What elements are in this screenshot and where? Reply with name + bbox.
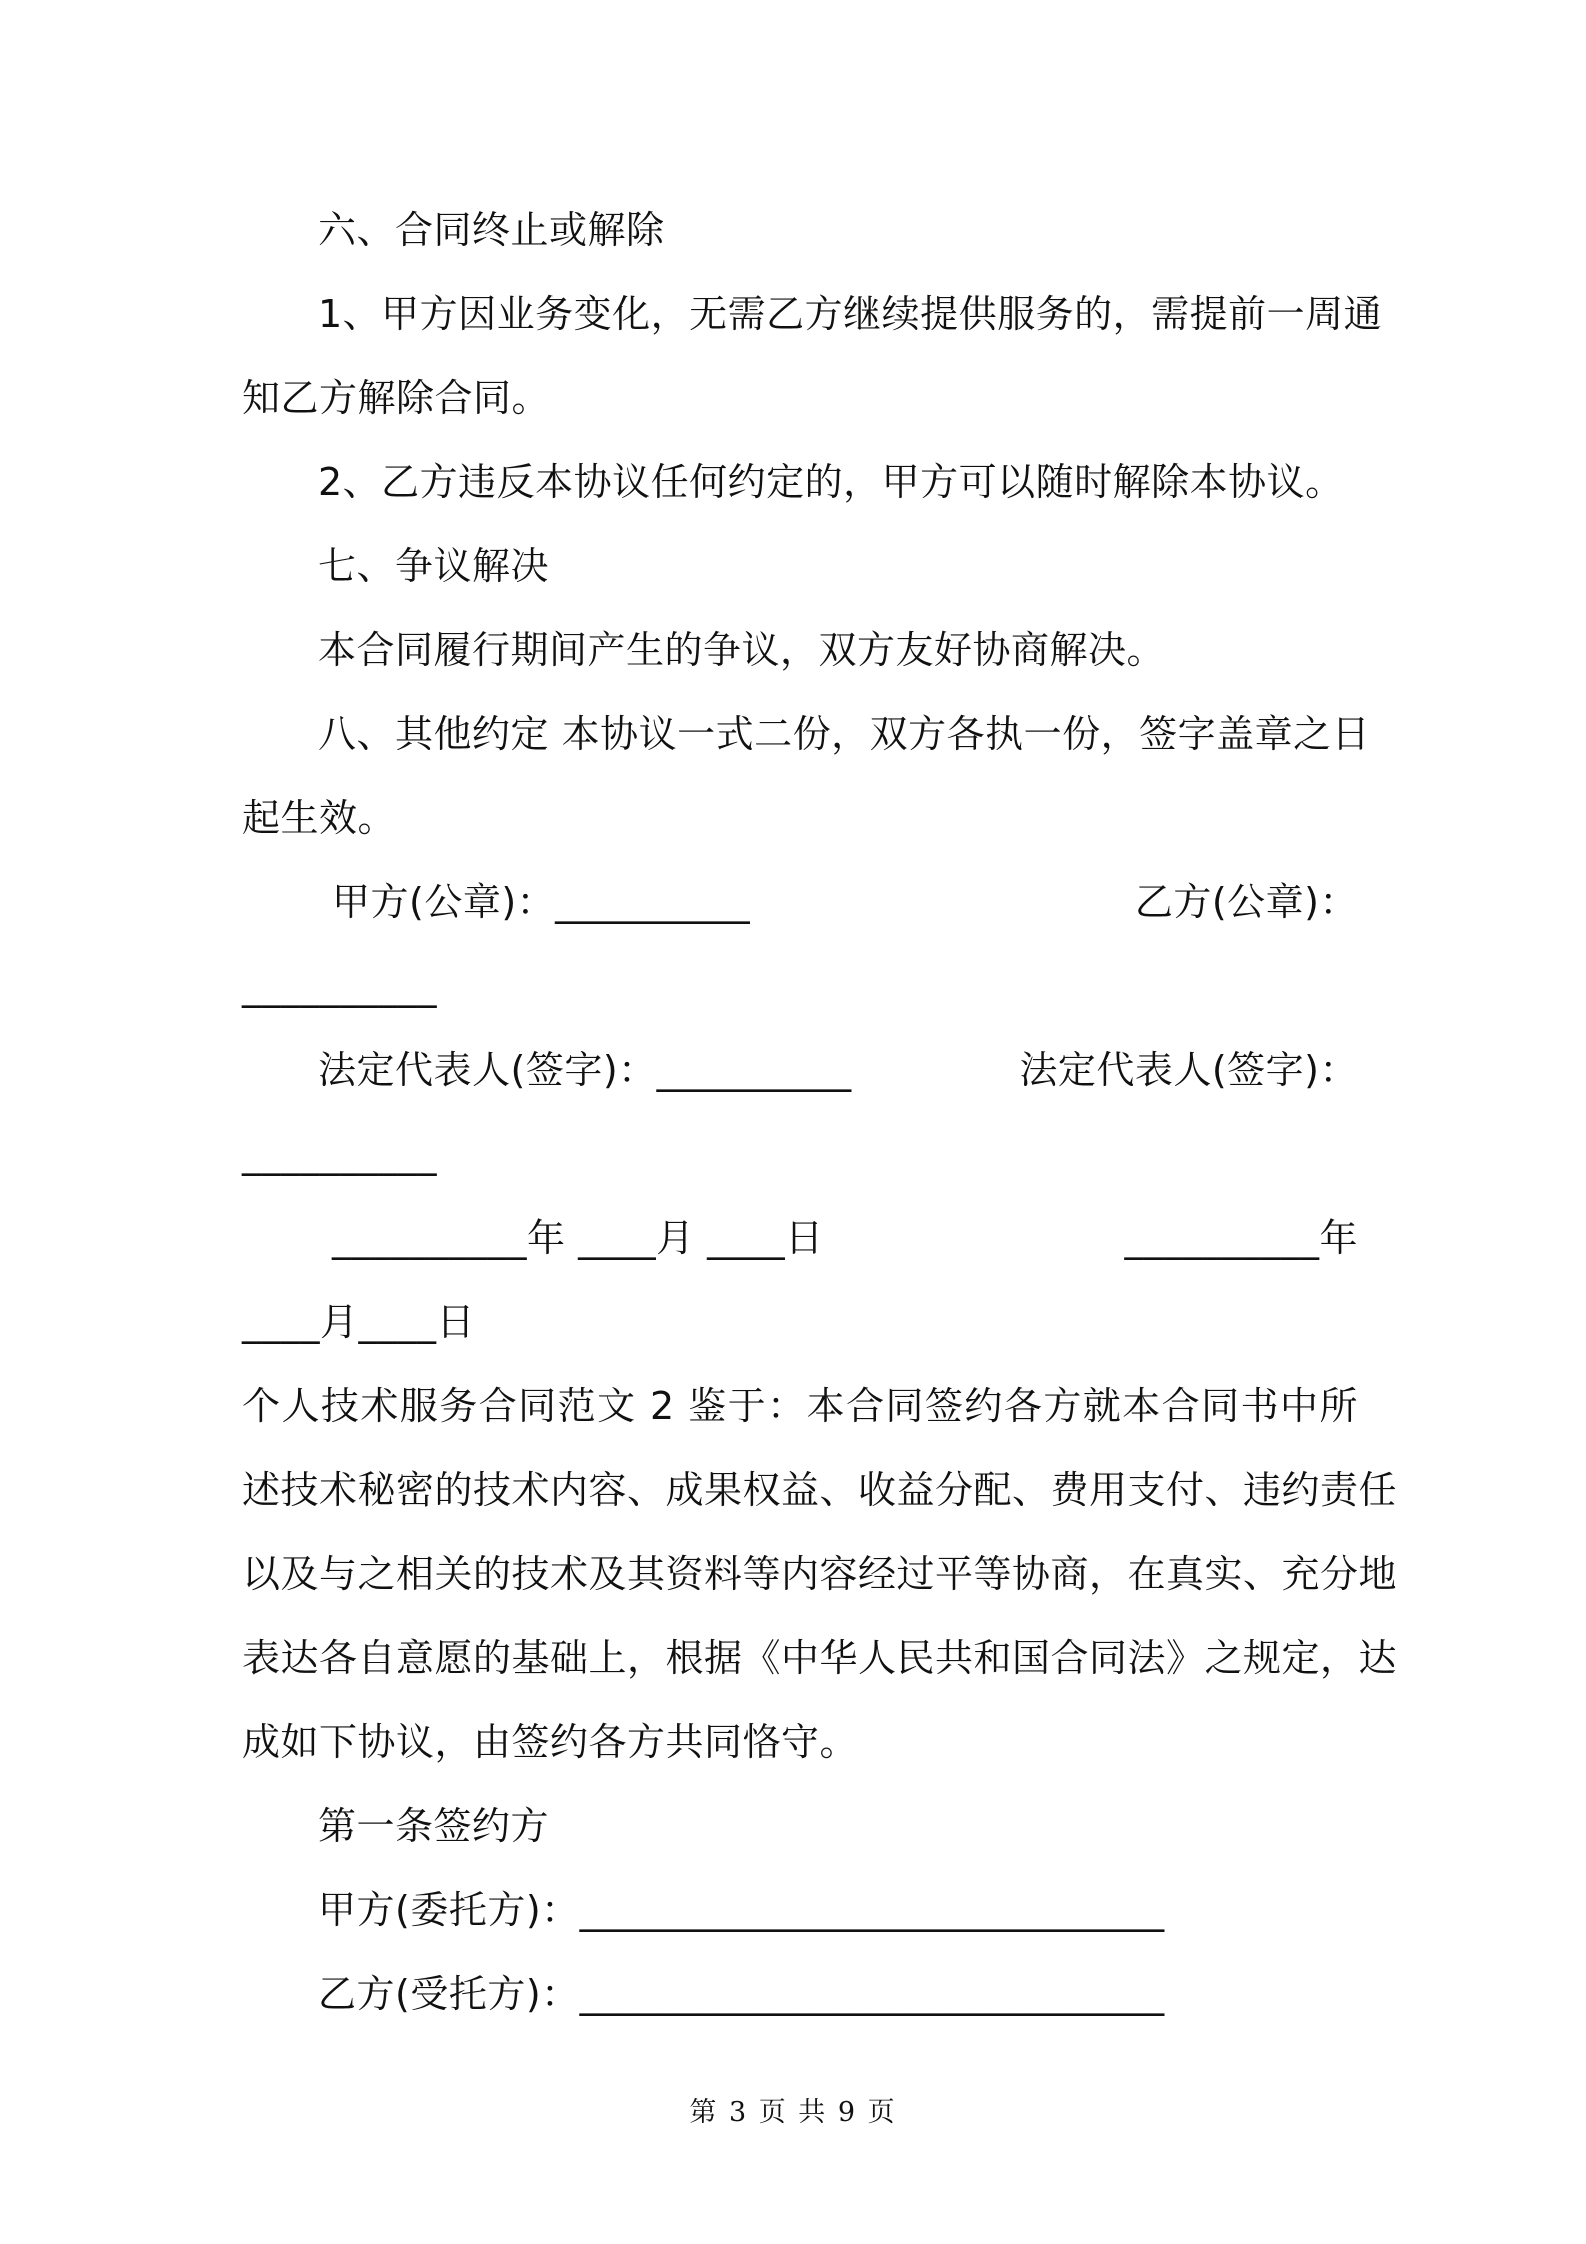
party-a-rep-field: 法定代表人(签字)：__________ — [318, 1048, 852, 1092]
page-number-footer: 第 3 页 共 9 页 — [689, 2097, 897, 2128]
party-b-date-field: __________年 — [1124, 1216, 1358, 1260]
paragraph-line: 起生效。 — [242, 796, 397, 840]
contract2-intro-line: 个人技术服务合同范文 2 鉴于：本合同签约各方就本合同书中所 — [242, 1384, 1358, 1428]
contract2-paragraph-line: 成如下协议，由签约各方共同恪守。 — [242, 1720, 859, 1764]
contract2-paragraph-line: 表达各自意愿的基础上，根据《中华人民共和国合同法》之规定，达 — [242, 1636, 1398, 1680]
party-b-rep-blank: __________ — [242, 1132, 437, 1176]
article1-heading: 第一条签约方 — [318, 1804, 550, 1848]
section-eight-line: 八、其他约定 本协议一式二份，双方各执一份，签字盖章之日 — [318, 712, 1371, 756]
party-a-date-field: __________年 ____月 ____日 — [332, 1216, 824, 1260]
section-seven-heading: 七、争议解决 — [318, 544, 550, 588]
contractor-party-field: 乙方(受托方)：______________________________ — [318, 1972, 1165, 2016]
party-b-seal-field: 乙方(公章)： — [1134, 880, 1358, 924]
paragraph-line: 2、乙方违反本协议任何约定的，甲方可以随时解除本协议。 — [318, 460, 1344, 504]
paragraph-line: 知乙方解除合同。 — [242, 376, 551, 420]
party-b-rep-field: 法定代表人(签字)： — [1019, 1048, 1358, 1092]
paragraph-line: 本合同履行期间产生的争议，双方友好协商解决。 — [318, 628, 1166, 672]
party-b-seal-blank: __________ — [242, 964, 437, 1008]
party-b-date-cont: ____月____日 — [242, 1300, 476, 1344]
client-party-field: 甲方(委托方)：______________________________ — [318, 1888, 1165, 1932]
section-six-heading: 六、合同终止或解除 — [318, 208, 665, 252]
contract2-paragraph-line: 以及与之相关的技术及其资料等内容经过平等协商，在真实、充分地 — [242, 1552, 1398, 1596]
contract2-paragraph-line: 述技术秘密的技术内容、成果权益、收益分配、费用支付、违约责任 — [242, 1468, 1398, 1512]
paragraph-line: 1、甲方因业务变化，无需乙方继续提供服务的，需提前一周通 — [318, 292, 1383, 336]
party-a-seal-field: 甲方(公章)：__________ — [332, 880, 751, 924]
